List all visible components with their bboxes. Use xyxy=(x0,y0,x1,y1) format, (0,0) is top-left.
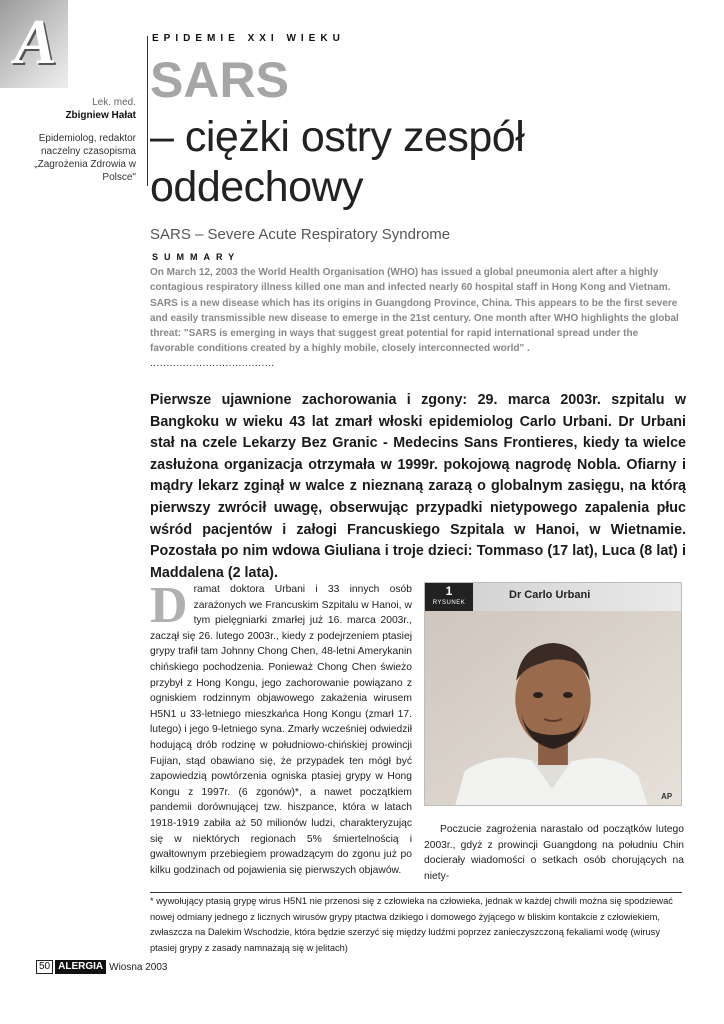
author-role: Lek. med. xyxy=(92,97,136,108)
summary-text: On March 12, 2003 the World Health Organisation (WHO) has issued a global pneumonia alert after a highly contagious respiratory illness killed one man and infected nearly 60 hospital staff in Hong Kong and Vietnam. SARS is a new disease which has its origins in Guangdong Province, China. This appears to be the first severe and easily transmissible new disease to emerge in the 21st century. One month after WHO highlights the global threat: "SARS is emerging in ways that suggest great potential for rapid international spread under the favorable conditions created by a highly mobile, closely interconnected world" . xyxy=(150,267,679,355)
header-divider xyxy=(147,36,148,186)
body-text: ramat doktora Urbani i 33 innych osób zarażonych we Francuskim Szpitalu w Hanoi, w tym pielęgniarki zmarłej już 16. marca 2003r., zaczął się 26. lutego 2003r., kiedy z podejrzeniem ptasiej grypy trafił tam Johnny Chong Chen, 48-letni Amerykanin chińskiego pochodzenia. Ponieważ Chong Chen świeżo przybył z Hong Kongu, jego zachorowanie powiązano z ogniskiem rodzinnym objawowego zakażenia wirusem H5N1 u 33-letniego mieszkańca Hong Kongu (zmarł 17. lutego) i jego 9-letniego syna. Zmarły wcześniej odwiedził hodującą drób rodzinę w południowo-chińskiej prowincji Fujian, stąd obawiano się, że przypadek ten mógł być zapowiedzią powtórzenia ogniska ptasiej grypy w Hong Kongu z 1997r. (6 zgonów)*, a nawet początkiem pandemii dorównującej tzw. hiszpance, która w latach 1918-1919 zabiła aż 50 milionów ludzi, charakteryzując się w niektórych regionach 5% śmiertelnością i gwałtownym przebiegiem prowadzącym do zgonu już po kilku godzinach od pojawienia się pierwszych objawów. xyxy=(150,584,412,876)
section-label: EPIDEMIE XXI WIEKU xyxy=(152,33,345,44)
figure-number-tab xyxy=(425,583,473,611)
footnote-rule xyxy=(150,892,682,893)
figure-label: RYSUNEK xyxy=(432,600,466,606)
photo-credit: AP xyxy=(661,791,673,802)
footnote: * wywołujący ptasią grypę wirus H5N1 nie przenosi się z człowieka na człowieka, jednak w każdej chwili można się spodziewać nowej odmiany jednego z licznych wirusów grypy ptactwa dzikiego i domowego żyjącego w bliskim kontakcie z człowiekiem, zwłaszcza na Dalekim Wschodzie, która będzie szerzyć się między ludźmi poprzez zanieczyszczoną fekaliami wodę (wirusy ptasiej grypy z zasady namnażają się w jelitach) xyxy=(150,896,673,953)
magazine-name: ALERGIA xyxy=(55,960,106,974)
figure-title: Dr Carlo Urbani xyxy=(509,589,591,601)
lead-paragraph: Pierwsze ujawnione zachorowania i zgony: 29. marca 2003r. szpitalu w Bangkoku w wieku 43 lat zmarł włoski epidemiolog Carlo Urbani. Dr Urbani stał na czele Lekarzy Bez Granic - Medecins Sans Frontieres, kiedy ta wielce zasłużona organizacja otrzymała w 1999r. pokojową nagrodę Nobla. Ofiarny i mądry lekarz zginął w walce z nieznaną zarazą o globalnym zasięgu, na którą pierwszy zwrócił uwagę, obserwując przypadki nietypowego zapalenia płuc wśród pacjentów i załogi Francuskiego Szpitala w Hanoi, w Wietnamie. Pozostała po nim wdowa Giuliana i troje dzieci: Tommaso (17 lat), Luca (8 lat) i Maddalena (2 lata). xyxy=(150,392,686,581)
section-corner-block xyxy=(0,0,68,88)
author-name: Zbigniew Hałat xyxy=(65,110,136,121)
article-title: – ciężki ostry zespół oddechowy xyxy=(150,113,525,211)
section-letter-logo: A xyxy=(14,6,57,77)
article-title-acronym: SARS xyxy=(150,52,289,108)
page-folio xyxy=(36,960,168,974)
author-description: Epidemiolog, redaktor naczelny czasopisma „Zagrożenia Zdrowia w Polsce" xyxy=(34,133,136,183)
dropcap: D xyxy=(150,577,188,634)
summary-separator: ...................................... xyxy=(150,358,275,369)
issue-label: Wiosna 2003 xyxy=(109,961,168,973)
portrait-image xyxy=(425,611,681,806)
page-number: 50 xyxy=(36,960,53,974)
article-subtitle: SARS – Severe Acute Respiratory Syndrome xyxy=(150,226,451,243)
body-column xyxy=(150,577,412,878)
author-info xyxy=(6,96,136,184)
figure-caption-text: Poczucie zagrożenia narastało od początków lutego 2003r., gdyż z prowincji Guangdong na południu Chin docierały wiadomości o setkach osób chorujących na niety- xyxy=(424,824,684,882)
figure-number: 1 xyxy=(445,584,453,598)
figure-photo xyxy=(424,582,682,806)
summary-label: SUMMARY xyxy=(152,252,241,262)
